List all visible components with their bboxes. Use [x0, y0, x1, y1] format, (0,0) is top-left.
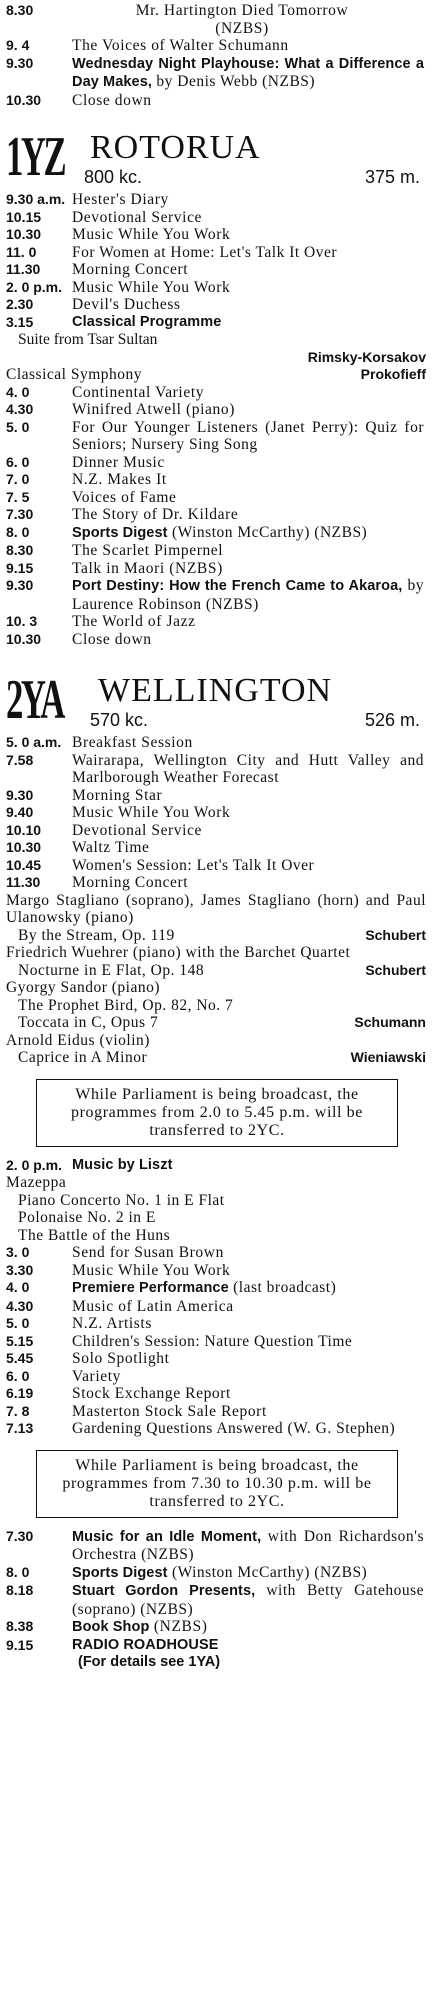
time: 7. 8: [6, 1402, 30, 1419]
program-title: Stock Exchange Report: [72, 1385, 231, 1402]
time: 6. 0: [6, 453, 30, 470]
program-title: N.Z. Artists: [72, 1315, 152, 1332]
time: 5.45: [6, 1350, 34, 1366]
list-item: [6, 37, 426, 55]
list-item: [6, 1368, 426, 1386]
program-title: Children's Session: Nature Question Time: [72, 1332, 353, 1350]
time: 9.40: [6, 804, 34, 820]
list-item: [6, 577, 426, 613]
program-title: Women's Session: Let's Talk It Over: [72, 856, 315, 874]
time: 4.30: [6, 401, 34, 417]
program-title: Sports Digest: [72, 1564, 168, 1581]
time: 8.38: [6, 1618, 34, 1634]
time: 11.30: [6, 874, 41, 890]
program-title: Talk in Maori (NZBS): [72, 559, 223, 577]
composer: Rimsky-Korsakov: [307, 348, 426, 365]
music-item: [6, 366, 426, 384]
time: 7.30: [6, 506, 34, 522]
music-item: Polonaise No. 2 in E: [18, 1209, 156, 1226]
list-item: [6, 1528, 426, 1564]
composer: Schubert: [365, 961, 426, 978]
list-item: [6, 1157, 426, 1175]
list-item: [6, 384, 426, 402]
list-item: [6, 401, 426, 419]
time: 6.19: [6, 1385, 34, 1401]
list-item: [6, 454, 426, 472]
program-title: Continental Variety: [72, 383, 205, 401]
list-item: [6, 1618, 426, 1637]
program-title: Waltz Time: [72, 839, 150, 856]
list-item: [6, 560, 426, 578]
program-title: Stuart Gordon Presents,: [72, 1583, 256, 1599]
list-item: [6, 542, 426, 560]
program-title: The World of Jazz: [72, 613, 196, 630]
program-title: N.Z. Makes It: [72, 471, 167, 488]
time: 10.10: [6, 821, 42, 838]
list-item: [6, 1385, 426, 1403]
station-frequency: 800 kc.: [84, 167, 143, 187]
program-title: Music by Liszt: [72, 1156, 173, 1173]
list-item: [6, 1403, 426, 1421]
music-item: [6, 962, 426, 980]
list-item: [6, 419, 426, 454]
program-note: (NZBS): [153, 1618, 208, 1635]
list-item: [6, 55, 426, 92]
station-callsign: 2YA: [6, 669, 63, 731]
time: 3.15: [6, 313, 34, 330]
station-city: WELLINGTON: [98, 672, 333, 709]
station-wavelength: 375 m.: [364, 167, 420, 187]
list-item: [6, 734, 426, 752]
time: 10.15: [6, 208, 42, 225]
program-title: Gardening Questions Answered (W. G. Stephen): [72, 1420, 396, 1437]
time: 7.13: [6, 1420, 34, 1436]
program-title: Solo Spotlight: [72, 1350, 170, 1367]
list-item: [6, 92, 426, 110]
program-title: Devil's Duchess: [72, 296, 181, 313]
performers: Gyorgy Sandor (piano): [6, 979, 160, 996]
list-item: [6, 1333, 426, 1351]
time: 9. 4: [6, 37, 30, 53]
time: 4. 0: [6, 1279, 30, 1295]
list-item: [6, 1298, 426, 1316]
list-item: [6, 244, 426, 262]
time: 10.30: [6, 91, 42, 108]
time: 5. 0 a.m.: [6, 734, 62, 750]
program-title: Wednesday Night Playhouse: What a Difference a Day Makes,: [72, 55, 424, 90]
time: 10.30: [6, 839, 42, 855]
program-title: Mr. Hartington Died Tomorrow: [135, 2, 349, 19]
time: 4.30: [6, 1297, 34, 1314]
program-note: (Winston McCarthy) (NZBS): [171, 1563, 368, 1581]
list-item: [6, 857, 426, 875]
program-title: Sports Digest: [72, 524, 168, 541]
work-title: Toccata in C, Opus 7: [18, 1014, 159, 1031]
time: 11.30: [6, 261, 41, 277]
list-item: [6, 1420, 426, 1438]
program-title: Music While You Work: [72, 278, 231, 296]
program-title: Devotional Service: [72, 208, 203, 226]
list-item: [6, 1564, 426, 1583]
work-title: By the Stream, Op. 119: [18, 926, 175, 944]
program-title: Devotional Service: [72, 821, 203, 839]
music-item: [6, 1014, 426, 1032]
performers: Margo Stagliano (soprano), James Stagliano (horn) and Paul Ulanowsky (piano): [6, 891, 426, 926]
list-item: [6, 1244, 426, 1262]
work-title: Nocturne in E Flat, Op. 148: [18, 961, 205, 979]
program-title: Music for an Idle Moment,: [72, 1528, 262, 1545]
list-item: [6, 1279, 426, 1298]
time: 8.18: [6, 1582, 34, 1598]
list-item: [6, 471, 426, 489]
time: 7.30: [6, 1527, 34, 1544]
program-title: Music While You Work: [72, 226, 231, 243]
time: 9.30: [6, 577, 34, 593]
program-title: Breakfast Session: [72, 734, 193, 751]
list-item: [6, 2, 426, 37]
program-note: by Laurence Robinson (NZBS): [72, 577, 425, 613]
program-title: The Voices of Walter Schumann: [72, 37, 289, 54]
program-title: Winifred Atwell (piano): [72, 401, 235, 418]
composer: Schubert: [365, 926, 426, 943]
rotorua-schedule: [6, 191, 426, 648]
time: 5.15: [6, 1332, 34, 1349]
list-item: [6, 524, 426, 543]
time: 9.30: [6, 786, 34, 803]
time: 7. 5: [6, 488, 30, 505]
time: 10.30: [6, 630, 42, 647]
list-item: [6, 226, 426, 244]
station-city: ROTORUA: [90, 129, 261, 166]
list-item: [6, 314, 426, 332]
program-title: Port Destiny: How the French Came to Akaroa,: [72, 578, 403, 594]
performers: Arnold Eidus (violin): [6, 1031, 150, 1049]
top-section: [6, 0, 426, 109]
footer-note: (For details see 1YA): [78, 1654, 221, 1670]
time: 8.30: [6, 542, 34, 558]
music-item: [6, 331, 426, 349]
list-item: [6, 804, 426, 822]
time: 5. 0: [6, 1315, 30, 1331]
program-title: Dinner Music: [72, 453, 165, 471]
program-title: Close down: [72, 630, 152, 648]
list-item: [6, 752, 426, 787]
music-item: The Battle of the Huns: [18, 1226, 171, 1244]
program-note: with Don Richardson's Orchestra (NZBS): [72, 1527, 424, 1563]
list-item: [6, 874, 426, 892]
list-item: [6, 279, 426, 297]
program-title: The Scarlet Pimpernel: [72, 542, 224, 559]
time: 9.30: [6, 54, 34, 71]
composer: Schumann: [354, 1014, 426, 1030]
program-note: by Denis Webb (NZBS): [156, 73, 316, 90]
time: 3.30: [6, 1261, 34, 1278]
music-item: [6, 1049, 426, 1067]
program-note: (NZBS): [215, 19, 269, 37]
work-title: Caprice in A Minor: [18, 1049, 148, 1066]
parliament-notice: While Parliament is being broadcast, the programmes from 2.0 to 5.45 p.m. will be transferred to 2YC.: [36, 1079, 398, 1147]
program-title: Morning Star: [72, 786, 163, 804]
list-item: [6, 1315, 426, 1333]
time: 7.58: [6, 751, 34, 768]
list-item: [6, 489, 426, 507]
music-item: [6, 997, 426, 1015]
time: 10. 3: [6, 613, 38, 629]
list-item: [6, 209, 426, 227]
performers: Friedrich Wuehrer (piano) with the Barchet Quartet: [6, 944, 351, 961]
program-title: Premiere Performance: [72, 1280, 229, 1296]
program-title: Classical Programme: [72, 313, 222, 330]
music-item: Mazeppa: [6, 1174, 67, 1191]
program-title: Voices of Fame: [72, 488, 177, 506]
time: 9.15: [6, 559, 34, 576]
composer: Wieniawski: [350, 1049, 426, 1065]
parliament-notice: While Parliament is being broadcast, the programmes from 7.30 to 10.30 p.m. will be transferred to 2YC.: [36, 1450, 398, 1518]
program-note: (Winston McCarthy) (NZBS): [171, 523, 368, 541]
list-item: [6, 296, 426, 314]
station-header-wellington: [6, 669, 426, 734]
time: 10.30: [6, 226, 42, 242]
list-item: [6, 261, 426, 279]
list-item: [6, 191, 426, 209]
time: 9.15: [6, 1636, 34, 1653]
program-title: Variety: [72, 1367, 121, 1385]
program-title: For Women at Home: Let's Talk It Over: [72, 243, 338, 261]
wellington-schedule: [6, 734, 426, 1672]
station-callsign: 1YZ: [6, 126, 65, 188]
time: 3. 0: [6, 1244, 30, 1260]
time: 6. 0: [6, 1367, 30, 1384]
program-title: Morning Concert: [72, 874, 189, 891]
list-item: [6, 613, 426, 631]
station-wavelength: 526 m.: [364, 710, 420, 730]
list-item: [6, 506, 426, 524]
music-item: Piano Concerto No. 1 in E Flat: [18, 1191, 225, 1209]
program-title: For Our Younger Listeners (Janet Perry): Quiz for Seniors; Nursery Sing Song: [72, 418, 424, 453]
time: 2.30: [6, 296, 34, 312]
time: 4. 0: [6, 383, 30, 400]
program-title: Send for Susan Brown: [72, 1244, 224, 1261]
program-title: Close down: [72, 91, 152, 109]
station-frequency: 570 kc.: [90, 710, 149, 730]
program-title: Music While You Work: [72, 804, 231, 821]
program-title: Music While You Work: [72, 1261, 231, 1279]
work-title: The Prophet Bird, Op. 82, No. 7: [18, 996, 234, 1014]
list-item: [6, 787, 426, 805]
program-title: The Story of Dr. Kildare: [72, 506, 239, 523]
list-item: [6, 631, 426, 649]
time: 8. 0: [6, 523, 30, 540]
list-item: [6, 1262, 426, 1280]
program-title: Masterton Stock Sale Report: [72, 1402, 267, 1420]
time: 9.30 a.m.: [6, 191, 66, 207]
program-title: Hester's Diary: [72, 191, 169, 208]
station-header-rotorua: [6, 126, 426, 191]
list-item: [6, 822, 426, 840]
music-item: [6, 349, 426, 367]
time: 7. 0: [6, 471, 30, 487]
program-title: Wairarapa, Wellington City and Hutt Valley and Marlborough Weather Forecast: [72, 751, 424, 786]
time: 10.45: [6, 856, 42, 873]
time: 2. 0 p.m.: [6, 1156, 63, 1173]
program-title: Music of Latin America: [72, 1297, 234, 1315]
composer: Prokofieff: [360, 366, 426, 382]
time: 2. 0 p.m.: [6, 278, 63, 295]
list-item: [6, 1582, 426, 1618]
time: 8.30: [6, 2, 34, 18]
list-item: [6, 1350, 426, 1368]
list-item: [6, 839, 426, 857]
time: 8. 0: [6, 1563, 30, 1580]
work-title: Suite from Tsar Sultan: [18, 331, 158, 348]
time: 5. 0: [6, 418, 30, 435]
program-title: Morning Concert: [72, 261, 189, 278]
work-title: Classical Symphony: [6, 366, 143, 383]
program-note: (last broadcast): [233, 1279, 337, 1296]
list-item: [6, 1637, 426, 1655]
program-title: RADIO ROADHOUSE: [72, 1636, 219, 1653]
time: 11. 0: [6, 243, 37, 260]
radio-program-page: [6, 0, 426, 1672]
music-item: [6, 927, 426, 945]
program-title: Book Shop: [72, 1619, 150, 1635]
program-note: with Betty Gatehouse (soprano) (NZBS): [72, 1582, 425, 1618]
